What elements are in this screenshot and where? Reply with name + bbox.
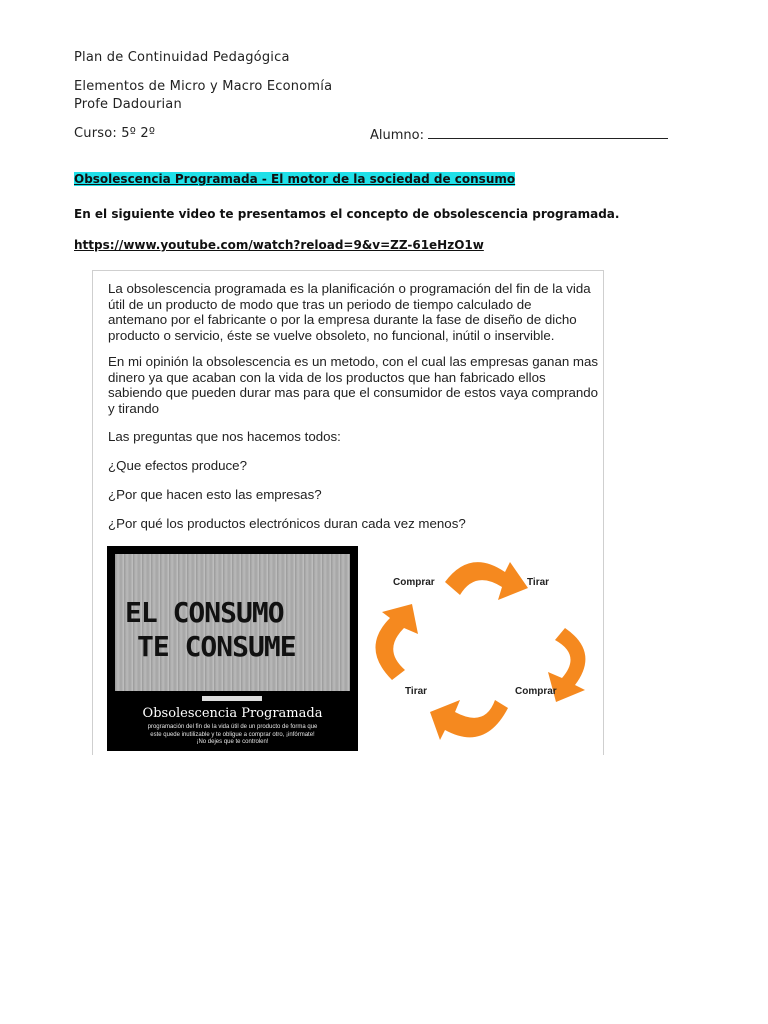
poster-caption-line: este quede inutilizable y te obligue a comprar otro, ¡infórmate!	[150, 731, 315, 738]
definition-line: útil de un producto de modo que tras un periodo de tiempo calculado de	[108, 296, 532, 312]
graffiti-line-1: EL CONSUMO	[125, 596, 284, 629]
arrow-bottom	[430, 700, 508, 740]
poster-title: Obsolescencia Programada	[142, 706, 323, 721]
arrow-top	[445, 562, 528, 600]
consumption-cycle-diagram	[360, 540, 600, 754]
cycle-label-comprar-bottom: Comprar	[515, 686, 557, 697]
graffiti-wall	[115, 554, 350, 691]
graffiti-line-2: TE CONSUME	[137, 630, 296, 663]
header-subject: Elementos de Micro y Macro Economía	[74, 79, 333, 94]
definition-line: producto o servicio, éste se vuelve obsoleto, no funcional, inútil o inservible.	[108, 327, 555, 343]
poster-caption-line: ¡No dejes que te controlen!	[196, 739, 269, 745]
intro-text: En el siguiente video te presentamos el concepto de obsolescencia programada.	[74, 207, 620, 221]
questions-intro: Las preguntas que nos hacemos todos:	[108, 429, 341, 444]
cycle-label-tirar-top: Tirar	[527, 577, 550, 588]
definition-line: antemano por el fabricante o por la empresa durante la fase de diseño de dicho	[108, 312, 577, 328]
opinion-line: En mi opinión la obsolescencia es un metodo, con el cual las empresas ganan mas	[108, 354, 599, 369]
header-course: Curso: 5º 2º	[74, 126, 156, 141]
arrow-left	[375, 604, 418, 680]
page-title	[74, 172, 515, 186]
opinion-line: y tirando	[108, 400, 159, 416]
definition-paragraph	[108, 281, 591, 343]
question-3: ¿Por qué los productos electrónicos duran cada vez menos?	[108, 516, 466, 531]
poster-watermark-bar	[202, 696, 262, 701]
opinion-line: dinero ya que acaban con la vida de los productos que han fabricado ellos	[108, 369, 546, 385]
poster-caption	[117, 724, 348, 747]
poster-image	[107, 546, 358, 751]
cycle-label-tirar-bottom: Tirar	[405, 686, 428, 697]
poster-caption-line: programación del fin de la vida útil de un producto de forma que	[147, 724, 318, 730]
title-highlight: Obsolescencia Programada - El motor de la sociedad de consumo	[74, 172, 516, 186]
student-label: Alumno:	[370, 128, 424, 143]
cycle-label-comprar-top: Comprar	[393, 577, 435, 588]
opinion-paragraph	[108, 354, 598, 416]
question-1: ¿Que efectos produce?	[108, 458, 247, 473]
header-plan: Plan de Continuidad Pedagógica	[74, 50, 290, 65]
student-field	[370, 126, 668, 143]
opinion-line: sabiendo que pueden durar mas para que el consumidor de estos vaya comprando	[108, 385, 599, 401]
definition-line: La obsolescencia programada es la planificación o programación del fin de la vida	[108, 281, 591, 296]
header-teacher: Profe Dadourian	[74, 97, 182, 112]
student-blank-line	[428, 126, 668, 139]
video-link[interactable]: https://www.youtube.com/watch?reload=9&v=ZZ-61eHzO1w	[74, 238, 484, 252]
question-2: ¿Por que hacen esto las empresas?	[108, 487, 322, 502]
